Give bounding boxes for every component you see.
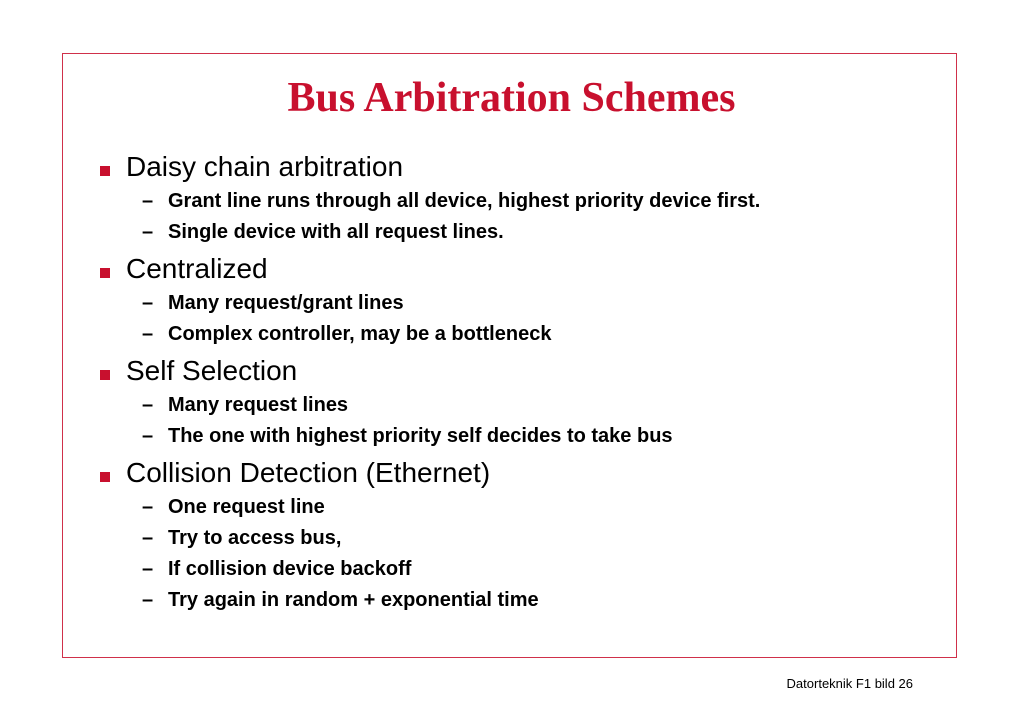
dash-icon: – <box>142 190 154 212</box>
square-bullet-icon <box>100 268 110 278</box>
sub-bullet-text: Grant line runs through all device, highest priority device first. <box>168 190 761 212</box>
sub-bullet-item <box>126 217 936 248</box>
dash-icon: – <box>142 323 154 345</box>
bullet-item <box>96 454 936 616</box>
sub-bullet-item <box>126 421 936 452</box>
bullet-text: Daisy chain arbitration <box>126 151 404 182</box>
square-bullet-icon <box>100 166 110 176</box>
sub-bullet-item <box>126 288 936 319</box>
sub-bullet-item <box>126 390 936 421</box>
slide-footer: Datorteknik F1 bild 26 <box>786 676 913 691</box>
dash-icon: – <box>142 589 154 611</box>
dash-icon: – <box>142 527 154 549</box>
sub-bullet-text: Many request/grant lines <box>168 292 404 314</box>
bullet-item <box>96 148 936 248</box>
bullet-item <box>96 352 936 452</box>
sub-bullet-item <box>126 585 936 616</box>
square-bullet-icon <box>100 472 110 482</box>
sub-bullet-text: Try to access bus, <box>168 527 342 549</box>
sub-bullet-text: Single device with all request lines. <box>168 221 504 243</box>
sub-bullet-item <box>126 554 936 585</box>
sub-bullet-list <box>126 492 936 616</box>
bullet-text: Centralized <box>126 253 268 284</box>
sub-bullet-text: Try again in random + exponential time <box>168 589 539 611</box>
sub-bullet-item <box>126 319 936 350</box>
bullet-item <box>96 250 936 350</box>
sub-bullet-list <box>126 186 936 248</box>
dash-icon: – <box>142 558 154 580</box>
square-bullet-icon <box>100 370 110 380</box>
bullet-list <box>96 148 936 618</box>
sub-bullet-text: The one with highest priority self decides to take bus <box>168 425 673 447</box>
dash-icon: – <box>142 221 154 243</box>
slide-title: Bus Arbitration Schemes <box>287 75 736 121</box>
sub-bullet-text: Complex controller, may be a bottleneck <box>168 323 552 345</box>
bullet-text: Collision Detection (Ethernet) <box>126 457 491 488</box>
sub-bullet-list <box>126 390 936 452</box>
sub-bullet-text: One request line <box>168 496 325 518</box>
sub-bullet-list <box>126 288 936 350</box>
dash-icon: – <box>142 496 154 518</box>
sub-bullet-text: Many request lines <box>168 394 349 416</box>
dash-icon: – <box>142 394 154 416</box>
sub-bullet-text: If collision device backoff <box>168 558 412 580</box>
sub-bullet-item <box>126 186 936 217</box>
sub-bullet-item <box>126 523 936 554</box>
bullet-text: Self Selection <box>126 355 298 386</box>
sub-bullet-item <box>126 492 936 523</box>
dash-icon: – <box>142 425 154 447</box>
dash-icon: – <box>142 292 154 314</box>
